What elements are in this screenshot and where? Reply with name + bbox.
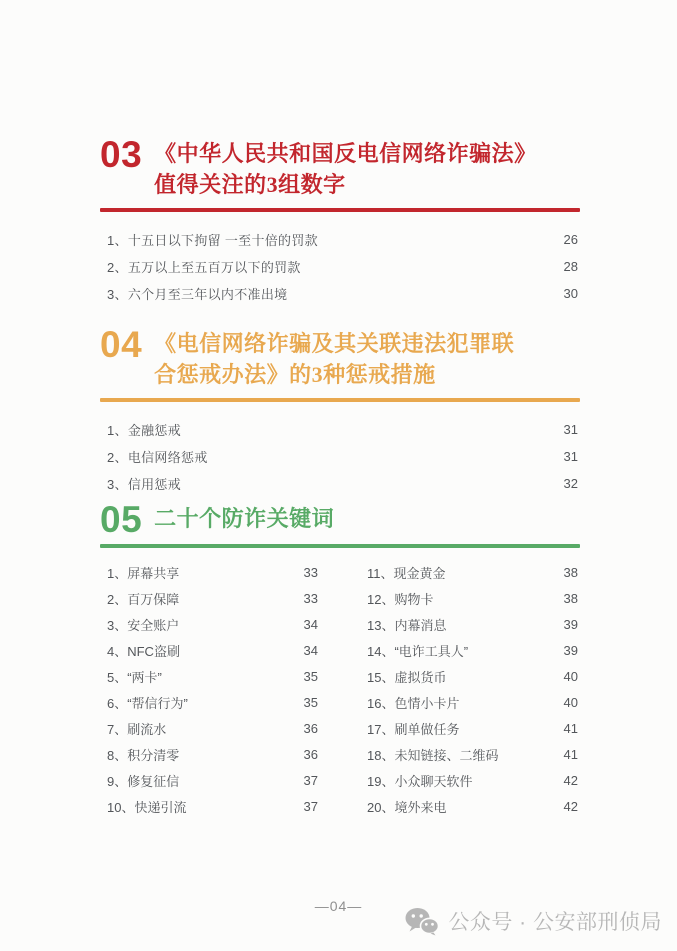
toc-entry-page: 31	[563, 449, 578, 464]
toc-entry-label: 1、金融惩戒	[107, 423, 182, 438]
toc-entry-page: 34	[303, 642, 318, 658]
section-04-list	[100, 416, 580, 497]
toc-entry-label: 7、刷流水	[107, 721, 167, 737]
toc-entry	[367, 767, 580, 793]
toc-entry-page: 33	[303, 590, 318, 606]
toc-entry-label: 16、色情小卡片	[367, 695, 460, 711]
toc-entry-page: 31	[563, 422, 578, 437]
toc-entry-page: 41	[563, 720, 578, 736]
section-03-title	[154, 138, 537, 200]
toc-entry-label: 10、快递引流	[107, 799, 187, 815]
toc-entry-page: 35	[303, 668, 318, 684]
toc-entry	[107, 715, 320, 741]
toc-entry	[107, 793, 320, 819]
toc-entry	[107, 689, 320, 715]
toc-entry-page: 40	[563, 668, 578, 684]
toc-entry-page: 37	[303, 772, 318, 788]
toc-entry	[100, 416, 580, 443]
toc-entry	[100, 253, 580, 280]
section-03	[100, 134, 580, 307]
section-03-title-line2: 值得关注的3组数字	[154, 172, 346, 197]
toc-entry	[367, 793, 580, 819]
toc-entry-label: 9、修复征信	[107, 773, 180, 789]
toc-entry-label: 2、电信网络惩戒	[107, 450, 208, 465]
toc-entry-page: 36	[303, 720, 318, 736]
toc-entry-label: 11、现金黄金	[367, 565, 446, 581]
toc-entry-label: 8、积分清零	[107, 747, 180, 763]
toc-entry	[100, 226, 580, 253]
section-04	[100, 324, 580, 497]
section-03-number: 03	[100, 134, 143, 175]
toc-entry	[367, 559, 580, 585]
toc-entry-page: 32	[563, 476, 578, 491]
toc-entry-page: 26	[563, 232, 578, 247]
section-03-title-line1: 《中华人民共和国反电信网络诈骗法》	[154, 141, 537, 166]
toc-entry	[100, 443, 580, 470]
section-05	[100, 499, 580, 819]
section-04-number: 04	[100, 324, 143, 365]
toc-entry-page: 30	[563, 286, 578, 301]
toc-entry-label: 3、安全账户	[107, 617, 180, 633]
toc-entry-page: 42	[563, 798, 578, 814]
toc-entry	[107, 585, 320, 611]
toc-entry	[367, 689, 580, 715]
toc-entry	[107, 559, 320, 585]
toc-entry	[367, 715, 580, 741]
section-03-divider	[100, 208, 580, 212]
toc-entry-label: 19、小众聊天软件	[367, 773, 473, 789]
toc-entry-label: 6、“帮信行为”	[107, 695, 188, 711]
toc-entry-label: 2、五万以上至五百万以下的罚款	[107, 260, 301, 275]
section-04-title	[154, 328, 514, 390]
section-03-list	[100, 226, 580, 307]
keyword-column-left	[107, 559, 320, 819]
toc-entry-label: 12、购物卡	[367, 591, 434, 607]
toc-entry-label: 3、信用惩戒	[107, 477, 182, 492]
toc-entry	[107, 663, 320, 689]
toc-entry	[367, 585, 580, 611]
toc-entry-label: 3、六个月至三年以内不准出境	[107, 287, 288, 302]
toc-entry-label: 15、虚拟货币	[367, 669, 447, 685]
watermark-label: 公众号 · 公安部刑侦局	[448, 911, 662, 934]
toc-entry-label: 4、NFC盗刷	[107, 643, 180, 659]
toc-entry	[100, 280, 580, 307]
toc-entry	[367, 741, 580, 767]
section-04-title-line1: 《电信网络诈骗及其关联违法犯罪联	[154, 331, 515, 356]
toc-entry-page: 37	[303, 798, 318, 814]
toc-content	[100, 134, 580, 819]
section-04-divider	[100, 398, 580, 402]
toc-entry	[107, 637, 320, 663]
section-05-header	[100, 499, 580, 540]
toc-entry	[367, 663, 580, 689]
toc-entry-page: 41	[563, 746, 578, 762]
toc-entry-page: 38	[563, 564, 578, 580]
toc-entry	[107, 767, 320, 793]
wechat-icon	[405, 907, 439, 936]
page-number: —04—	[314, 898, 363, 914]
toc-entry-page: 34	[303, 616, 318, 632]
toc-entry	[100, 470, 580, 497]
section-03-header	[100, 134, 580, 200]
toc-entry-page: 39	[563, 616, 578, 632]
watermark	[405, 906, 662, 936]
toc-entry-page: 40	[563, 694, 578, 710]
toc-entry	[107, 741, 320, 767]
toc-entry-label: 18、未知链接、二维码	[367, 747, 499, 763]
toc-entry-label: 14、“电诈工具人”	[367, 643, 469, 659]
toc-entry-label: 17、刷单做任务	[367, 721, 460, 737]
section-04-title-line2: 合惩戒办法》的3种惩戒措施	[154, 362, 436, 387]
toc-entry-label: 2、百万保障	[107, 591, 180, 607]
toc-entry	[107, 611, 320, 637]
toc-entry-label: 1、十五日以下拘留 一至十倍的罚款	[107, 233, 318, 248]
toc-entry-label: 13、内幕消息	[367, 617, 447, 633]
section-05-title-line1: 二十个防诈关键词	[154, 506, 335, 531]
toc-entry	[367, 611, 580, 637]
toc-entry-page: 35	[303, 694, 318, 710]
toc-entry-page: 38	[563, 590, 578, 606]
section-04-header	[100, 324, 580, 390]
toc-entry	[367, 637, 580, 663]
toc-entry-page: 28	[563, 259, 578, 274]
toc-entry-page: 33	[303, 564, 318, 580]
section-05-divider	[100, 544, 580, 548]
section-05-number: 05	[100, 499, 143, 540]
toc-entry-label: 5、“两卡”	[107, 669, 162, 685]
toc-entry-label: 20、境外来电	[367, 799, 447, 815]
toc-entry-page: 42	[563, 772, 578, 788]
keyword-list	[107, 559, 580, 819]
toc-entry-label: 1、屏幕共享	[107, 565, 180, 581]
toc-entry-page: 36	[303, 746, 318, 762]
section-05-title	[154, 503, 334, 534]
keyword-column-right	[367, 559, 580, 819]
toc-entry-page: 39	[563, 642, 578, 658]
